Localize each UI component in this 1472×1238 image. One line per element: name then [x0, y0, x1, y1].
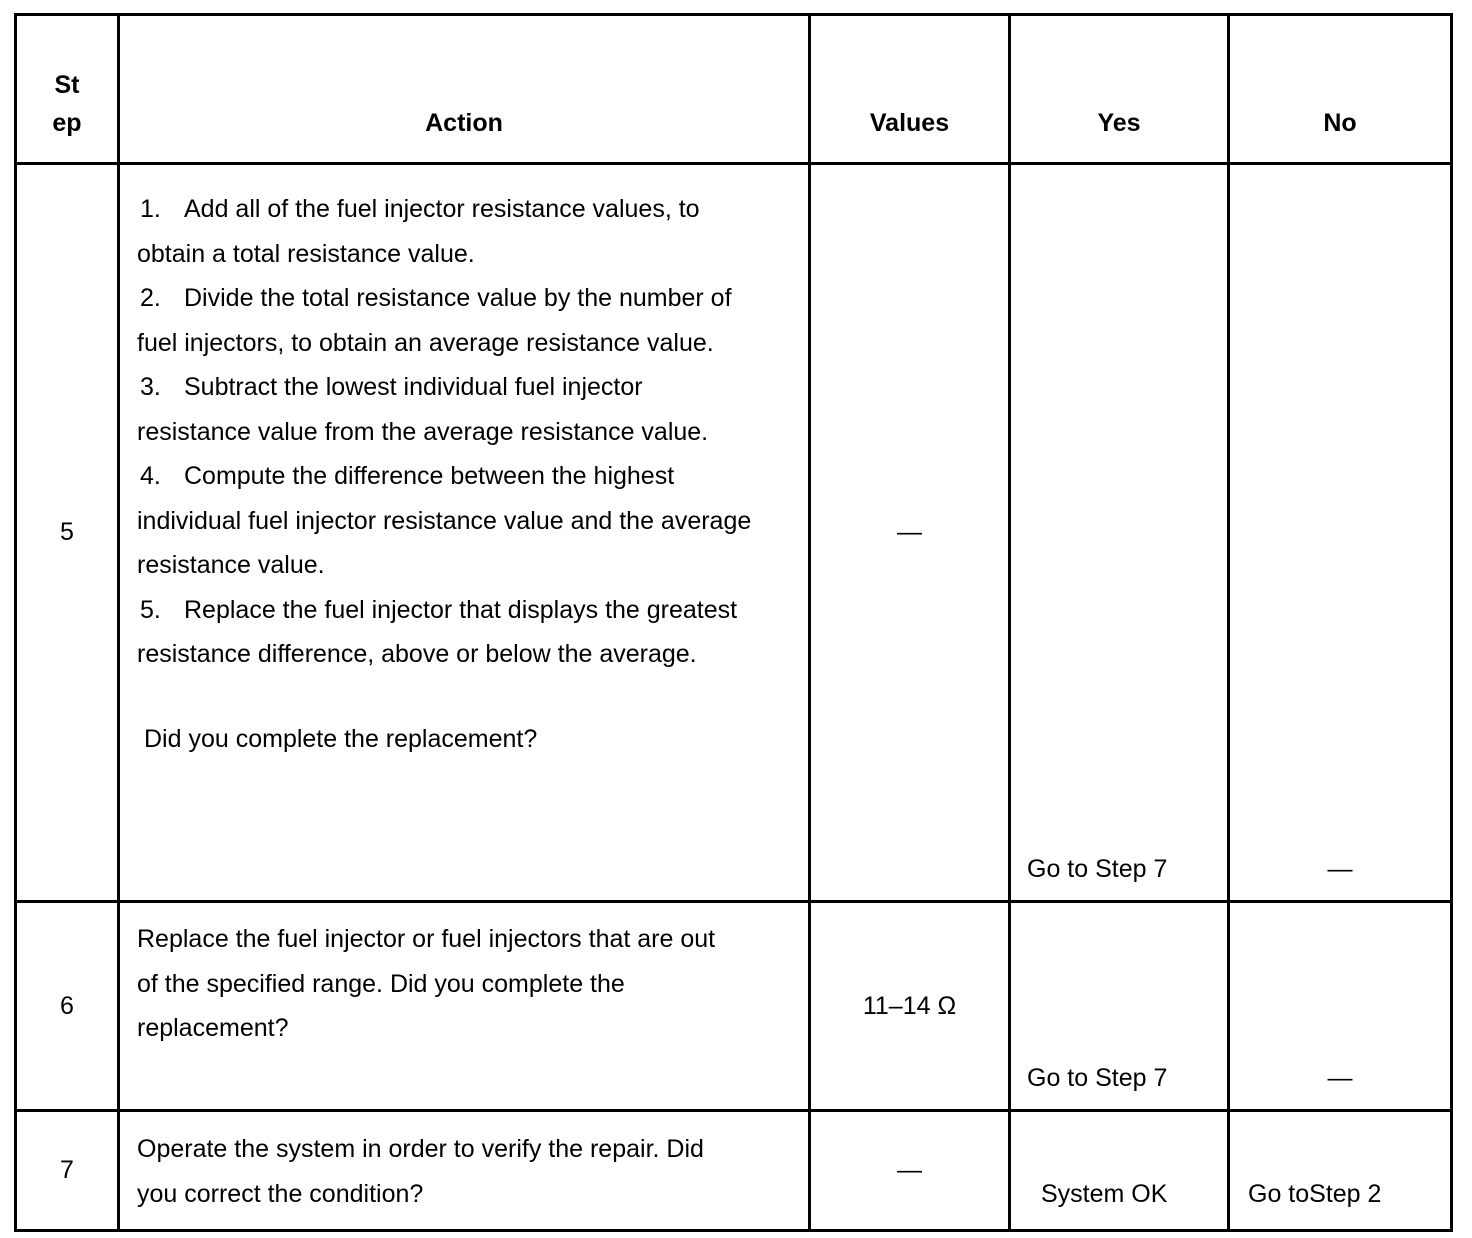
table-row [16, 1111, 1452, 1231]
header-values: Values [810, 15, 1010, 164]
table-row [16, 902, 1452, 1111]
action-item: 2. Divide the total resistance value by the number of fuel injectors, to obtain an average resistance value. [137, 284, 732, 357]
step-number: 6 [16, 902, 119, 1111]
header-no: No [1229, 15, 1452, 164]
no-cell: Go toStep 2 [1229, 1111, 1452, 1231]
action-item: 1. Add all of the fuel injector resistance values, to obtain a total resistance value. [137, 195, 700, 268]
action-question: Did you complete the replacement? [144, 724, 538, 753]
header-action: Action [119, 15, 810, 164]
header-row [16, 15, 1452, 164]
header-yes: Yes [1010, 15, 1229, 164]
step-number: 5 [16, 164, 119, 902]
table-row [16, 164, 1452, 902]
header-step: St ep [16, 15, 119, 164]
action-item: 4. Compute the difference between the highest individual fuel injector resistance value and the average resistance value. [137, 462, 752, 579]
action-item: 5. Replace the fuel injector that displays the greatest resistance difference, above or below the average. [137, 595, 738, 668]
action-cell: Operate the system in order to verify the repair. Did you correct the condition? [119, 1111, 810, 1231]
values-cell: — [810, 164, 1010, 902]
action-item: 3. Subtract the lowest individual fuel injector resistance value from the average resistance value. [137, 373, 709, 446]
yes-cell: Go to Step 7 [1010, 902, 1229, 1111]
diagnostic-table [14, 13, 1453, 1232]
yes-cell: System OK [1010, 1111, 1229, 1231]
action-cell: Replace the fuel injector or fuel injectors that are out of the specified range. Did you complete the replacement? [119, 902, 810, 1111]
yes-cell: Go to Step 7 [1010, 164, 1229, 902]
step-number: 7 [16, 1111, 119, 1231]
no-cell: — [1229, 164, 1452, 902]
values-cell: 11–14 Ω [810, 902, 1010, 1111]
action-cell [119, 164, 810, 902]
no-cell: — [1229, 902, 1452, 1111]
values-cell: — [810, 1111, 1010, 1231]
